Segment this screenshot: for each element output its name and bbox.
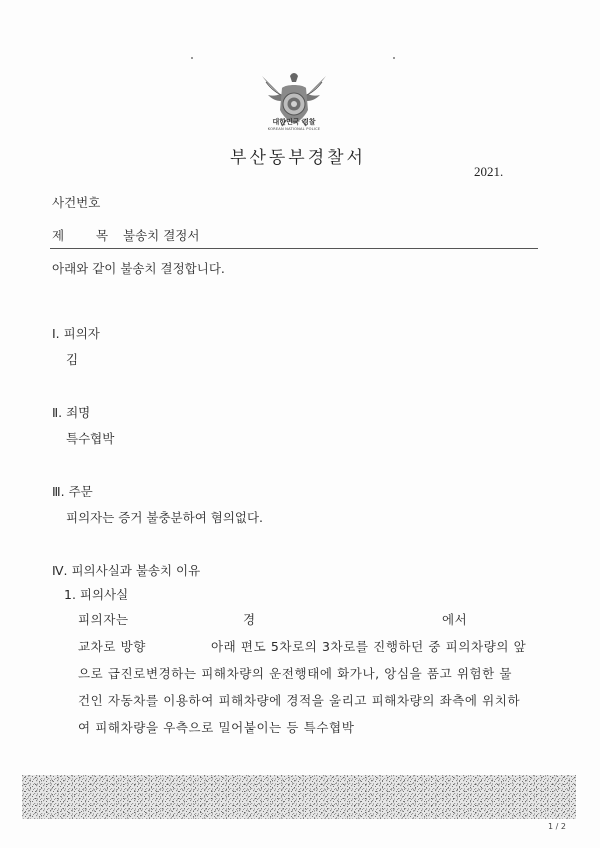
- facts-line-2a: 교차로 방향: [78, 639, 146, 654]
- facts-line-2b: 아래 편도 5차로의 3차로를 진행하던 중 피의차량의 앞: [211, 639, 527, 654]
- intro-text: 아래와 같이 불송치 결정합니다.: [52, 261, 225, 276]
- section-heading-charge: Ⅱ. 죄명: [52, 405, 91, 420]
- header-divider: [50, 248, 538, 249]
- facts-line-5: 여 피해차량을 우측으로 밀어붙이는 등 특수협박: [78, 720, 355, 735]
- station-title: 부산동부경찰서: [230, 148, 366, 168]
- facts-line-1a: 피의자는: [78, 612, 129, 627]
- decision-value: 피의자는 증거 불충분하여 혐의없다.: [66, 510, 264, 525]
- charge-value: 특수협박: [66, 431, 115, 446]
- scan-dot: [191, 57, 193, 59]
- case-number-label: 사건번호: [52, 195, 101, 210]
- facts-line-1b: 경: [243, 612, 256, 627]
- subject-value: 불송치 결정서: [123, 228, 200, 243]
- facts-line-1c: 에서: [442, 612, 468, 627]
- suspect-name: 김: [66, 352, 79, 367]
- section-heading-suspect: Ⅰ. 피의자: [52, 326, 100, 341]
- document-date: 2021.: [474, 164, 504, 179]
- section-heading-decision: Ⅲ. 주문: [52, 484, 93, 499]
- subject-label: 제 목: [52, 228, 123, 243]
- facts-sub-heading: 1. 피의사실: [64, 587, 129, 602]
- section-heading-facts: Ⅳ. 피의사실과 불송치 이유: [52, 563, 201, 578]
- facts-line-4: 건인 자동차를 이용하여 피해차량에 경적을 울리고 피해차량의 좌측에 위치하: [78, 693, 521, 708]
- police-name-english: KOREAN NATIONAL POLICE: [267, 127, 321, 131]
- page-number: 1 / 2: [548, 822, 566, 831]
- scan-noise-band: [22, 775, 576, 819]
- facts-line-3: 으로 급진로변경하는 피해차량의 운전행태에 화가나, 앙심을 품고 위험한 물: [78, 666, 513, 681]
- scan-dot: [393, 57, 395, 59]
- police-name-korean: 대한민국 경찰: [272, 118, 316, 126]
